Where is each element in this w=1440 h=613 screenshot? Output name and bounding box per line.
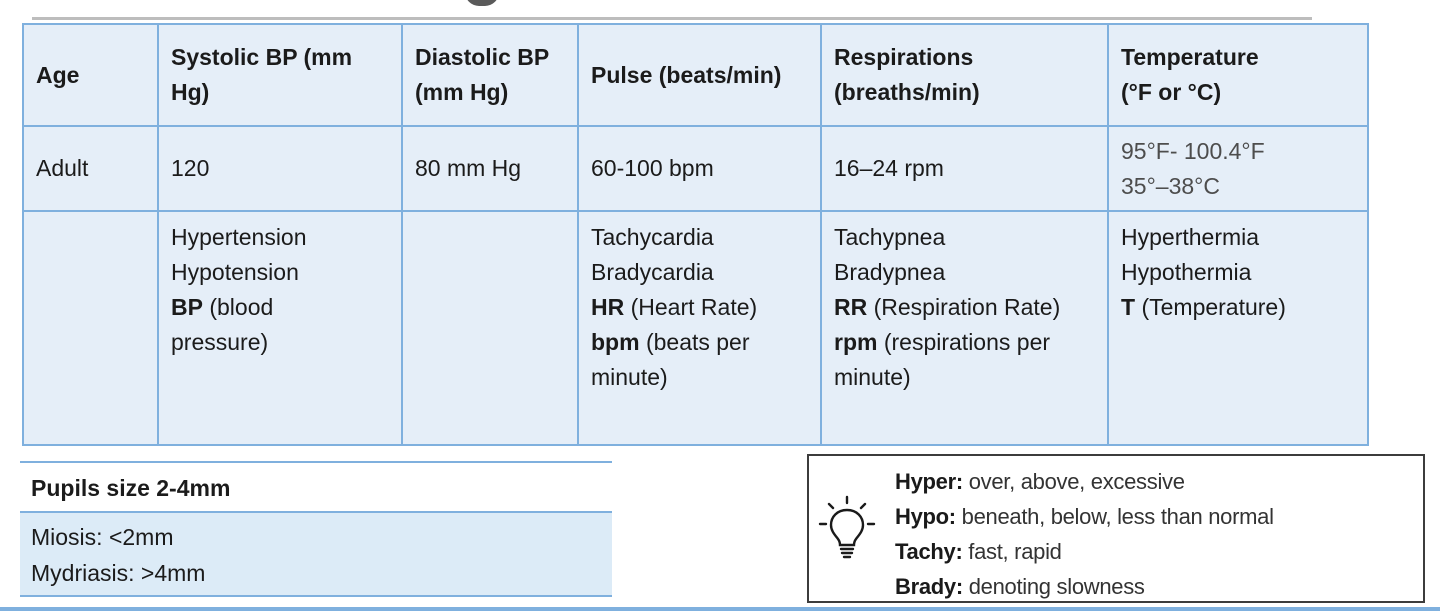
- pupils-body: [20, 511, 612, 597]
- cell-terms-pulse: Tachycardia Bradycardia HR (Heart Rate) bpm (beats per minute): [578, 211, 821, 445]
- prefix-tip-box: [807, 454, 1425, 603]
- cell-terms-systolic: Hypertension Hypotension BP (blood pressure): [158, 211, 402, 445]
- header-age: Age: [23, 24, 158, 126]
- cell-temperature: 95°F- 100.4°F 35°–38°C: [1108, 126, 1368, 211]
- table-row-terms: [23, 211, 1368, 445]
- header-diastolic: Diastolic BP (mm Hg): [402, 24, 578, 126]
- cell-terms-diastolic: [402, 211, 578, 445]
- prefix-list: [895, 464, 1274, 604]
- table-row-adult: [23, 126, 1368, 211]
- prefix-item-brady: Brady: denoting slowness: [895, 574, 1145, 599]
- cell-age: Adult: [23, 126, 158, 211]
- bottom-divider: [0, 607, 1440, 611]
- cell-diastolic: 80 mm Hg: [402, 126, 578, 211]
- cell-pulse: 60-100 bpm: [578, 126, 821, 211]
- prefix-item-hypo: Hypo: beneath, below, less than normal: [895, 504, 1274, 529]
- cell-terms-respirations: Tachypnea Bradypnea RR (Respiration Rate) rpm (respirations per minute): [821, 211, 1108, 445]
- cell-systolic: 120: [158, 126, 402, 211]
- pupils-box: [20, 461, 612, 597]
- header-pulse: Pulse (beats/min): [578, 24, 821, 126]
- pupils-line-miosis: Miosis: <2mm: [31, 524, 174, 550]
- prefix-item-tachy: Tachy: fast, rapid: [895, 539, 1062, 564]
- cell-terms-temperature: Hyperthermia Hypothermia T (Temperature): [1108, 211, 1368, 445]
- top-divider: [32, 17, 1312, 20]
- cell-terms-age: [23, 211, 158, 445]
- cell-respirations: 16–24 rpm: [821, 126, 1108, 211]
- pupils-line-mydriasis: Mydriasis: >4mm: [31, 560, 206, 586]
- table-header-row: [23, 24, 1368, 126]
- pupils-title: Pupils size 2-4mm: [20, 461, 612, 511]
- vital-signs-table: [22, 23, 1369, 446]
- title-fragment: [465, 0, 499, 6]
- header-respirations: Respirations (breaths/min): [821, 24, 1108, 126]
- prefix-item-hyper: Hyper: over, above, excessive: [895, 469, 1185, 494]
- header-temperature: Temperature (°F or °C): [1108, 24, 1368, 126]
- lightbulb-icon: [817, 494, 877, 564]
- header-systolic: Systolic BP (mm Hg): [158, 24, 402, 126]
